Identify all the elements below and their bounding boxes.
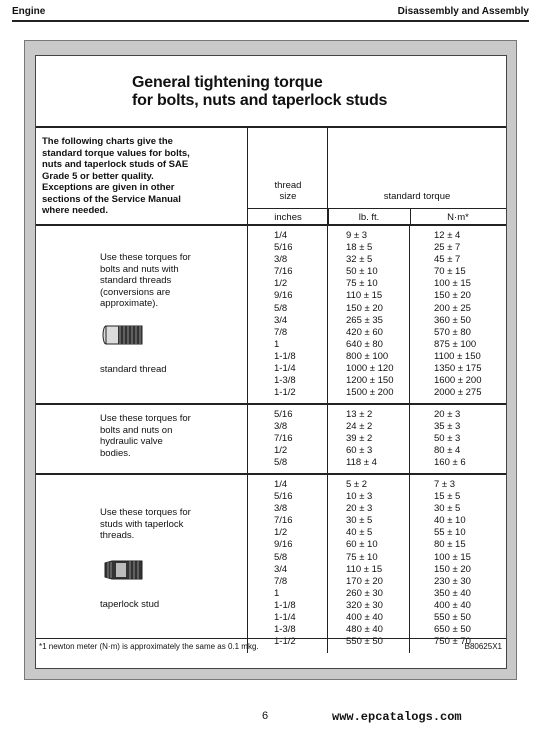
lbft-list <box>328 230 409 399</box>
table-cell: 1/2 <box>274 445 288 457</box>
table-cell: 400 ± 40 <box>434 599 471 611</box>
table-cell: 55 ± 10 <box>434 527 466 539</box>
website-link[interactable]: www.epcatalogs.com <box>332 710 462 724</box>
table-cell: 35 ± 3 <box>434 421 461 433</box>
table-cell: 100 ± 15 <box>434 551 471 563</box>
thread-size-header <box>248 180 328 202</box>
table-cell: 3/4 <box>274 314 288 326</box>
table-cell: 45 ± 7 <box>434 254 461 266</box>
standard-torque-header: standard torque <box>383 191 451 202</box>
table-cell: 800 ± 100 <box>346 350 389 362</box>
inches-header: inches <box>274 212 302 223</box>
description-line: studs with taperlock <box>100 518 184 530</box>
table-cell: 3/8 <box>274 503 288 515</box>
table-cell: 5/8 <box>274 457 288 469</box>
section-taperlock-stud <box>36 475 506 653</box>
table-cell: 60 ± 10 <box>346 539 378 551</box>
thread-size-header-line: size <box>279 191 297 202</box>
table-cell: 5/16 <box>274 491 293 503</box>
section-description-cell <box>36 405 248 473</box>
table-cell: 2000 ± 275 <box>434 387 482 399</box>
description-line: approximate). <box>100 298 159 309</box>
table-cell: 10 ± 3 <box>346 491 373 503</box>
nm-column <box>410 226 506 403</box>
description-line: standard threads <box>100 275 172 286</box>
table-cell: 230 ± 30 <box>434 575 471 587</box>
table-cell: 1-3/8 <box>274 375 296 387</box>
table-cell: 1350 ± 175 <box>434 363 482 375</box>
description-line: Use these torques for <box>100 252 191 263</box>
unit-header-row <box>248 208 506 226</box>
standard-thread-label: standard thread <box>100 364 167 375</box>
table-header-row <box>36 128 506 226</box>
table-cell: 150 ± 20 <box>434 563 471 575</box>
table-cell: 320 ± 30 <box>346 599 383 611</box>
title-line: for bolts, nuts and taperlock studs <box>132 92 388 109</box>
section-description <box>100 507 191 542</box>
table-cell: 1/2 <box>274 278 288 290</box>
table-cell: 60 ± 3 <box>346 445 373 457</box>
intro-line: The following charts give the <box>42 136 173 147</box>
intro-line: Exceptions are given in other <box>42 182 175 193</box>
torque-chart-frame <box>24 40 517 680</box>
size-list <box>248 479 327 648</box>
table-cell: 13 ± 2 <box>346 409 373 420</box>
table-cell: 5/16 <box>274 242 293 254</box>
intro-line: standard torque values for bolts, <box>42 147 190 159</box>
size-list <box>248 230 327 399</box>
table-cell: 7/8 <box>274 575 288 587</box>
table-cell: 12 ± 4 <box>434 230 461 241</box>
table-cell: 20 ± 3 <box>346 503 373 515</box>
table-cell: 70 ± 15 <box>434 266 466 278</box>
intro-line: Grade 5 or better quality. <box>42 170 154 182</box>
table-cell: 550 ± 50 <box>346 636 383 648</box>
intro-text <box>42 136 190 217</box>
intro-cell <box>36 128 248 224</box>
intro-line: where needed. <box>42 205 108 216</box>
description-line: threads. <box>100 530 135 541</box>
lbft-header: lb. ft. <box>358 212 380 223</box>
table-cell: 3/8 <box>274 421 288 433</box>
title-line: General tightening torque <box>132 74 323 91</box>
table-cell: 32 ± 5 <box>346 254 373 266</box>
table-cell: 50 ± 3 <box>434 433 461 445</box>
table-cell: 118 ± 4 <box>346 457 377 469</box>
table-cell: 110 ± 15 <box>346 563 383 575</box>
table-cell: 15 ± 5 <box>434 491 461 503</box>
figure-code: B80625X1 <box>464 642 502 651</box>
table-cell: 1200 ± 150 <box>346 375 394 387</box>
table-cell: 25 ± 7 <box>434 242 461 254</box>
table-cell: 80 ± 4 <box>434 445 461 457</box>
table-cell: 420 ± 60 <box>346 326 383 338</box>
table-cell: 1600 ± 200 <box>434 375 482 387</box>
intro-line: nuts and taperlock studs of SAE <box>42 159 189 170</box>
table-cell: 9/16 <box>274 290 293 302</box>
table-cell: 350 ± 40 <box>434 587 471 599</box>
description-line: Use these torques for <box>100 507 191 518</box>
nm-column <box>410 475 506 653</box>
section-description-cell <box>36 226 248 403</box>
section-name: Engine <box>12 6 46 17</box>
table-cell: 650 ± 50 <box>434 624 471 636</box>
table-cell: 265 ± 35 <box>346 314 383 326</box>
description-line: bolts and nuts with <box>100 263 179 275</box>
standard-bolt-image <box>102 324 146 346</box>
table-cell: 160 ± 6 <box>434 457 466 469</box>
table-cell: 1-1/4 <box>274 363 296 375</box>
intro-line: sections of the Service Manual <box>42 193 181 205</box>
nm-list <box>410 409 506 469</box>
table-cell: 24 ± 2 <box>346 421 373 433</box>
table-cell: 5 ± 2 <box>346 479 368 490</box>
table-cell: 200 ± 25 <box>434 302 471 314</box>
footnote: *1 newton meter (N·m) is approximately the same as 0.1 mkg. <box>39 642 259 651</box>
nm-list <box>410 479 506 648</box>
table-cell: 9 ± 3 <box>346 230 368 241</box>
description-line: Use these torques for <box>100 413 191 424</box>
table-cell: 5/16 <box>274 409 293 420</box>
table-cell: 30 ± 5 <box>434 503 461 515</box>
lbft-list <box>328 409 409 469</box>
table-cell: 40 ± 10 <box>434 515 466 527</box>
size-list <box>248 409 327 469</box>
page-number: 6 <box>262 710 269 722</box>
table-cell: 1-1/8 <box>274 350 296 362</box>
lbft-column <box>328 475 410 653</box>
thread-size-header-line: thread <box>274 180 302 191</box>
table-cell: 260 ± 30 <box>346 587 383 599</box>
table-cell: 150 ± 20 <box>346 302 383 314</box>
table-cell: 7/8 <box>274 326 288 338</box>
description-line: bolts and nuts on <box>100 424 173 436</box>
table-cell: 550 ± 50 <box>434 612 471 624</box>
table-cell: 150 ± 20 <box>434 290 471 302</box>
taperlock-stud-image <box>102 559 146 581</box>
table-cell: 7/16 <box>274 266 293 278</box>
table-cell: 1000 ± 120 <box>346 363 394 375</box>
nm-column <box>410 405 506 473</box>
table-cell: 1100 ± 150 <box>434 350 481 362</box>
section-hydraulic-valve <box>36 405 506 475</box>
footnote-row <box>36 638 506 668</box>
table-cell: 1 <box>274 338 280 350</box>
description-line: bodies. <box>100 447 131 459</box>
table-cell: 5/8 <box>274 551 288 563</box>
table-cell: 7/16 <box>274 515 293 527</box>
section-description <box>100 252 191 310</box>
nm-header: N·m* <box>447 212 469 223</box>
table-cell: 40 ± 5 <box>346 527 373 539</box>
nm-list <box>410 230 506 399</box>
table-cell: 7/16 <box>274 433 293 445</box>
description-line: hydraulic valve <box>100 436 163 447</box>
table-cell: 170 ± 20 <box>346 575 383 587</box>
table-cell: 1 <box>274 587 280 599</box>
table-cell: 18 ± 5 <box>346 242 373 254</box>
lbft-list <box>328 479 409 648</box>
table-cell: 1-1/4 <box>274 612 296 624</box>
header-divider <box>328 208 329 226</box>
header-divider <box>410 208 411 226</box>
table-cell: 400 ± 40 <box>346 612 383 624</box>
size-column <box>248 405 328 473</box>
taperlock-stud-label: taperlock stud <box>100 599 160 610</box>
table-cell: 1500 ± 200 <box>346 387 394 399</box>
chart-title <box>132 74 387 110</box>
section-description <box>100 413 191 459</box>
table-cell: 640 ± 80 <box>346 338 383 350</box>
table-cell: 1-1/2 <box>274 387 296 399</box>
torque-chart-panel <box>35 55 507 669</box>
chapter-name: Disassembly and Assembly <box>397 6 529 17</box>
table-cell: 360 ± 50 <box>434 314 471 326</box>
table-cell: 750 ± 70 <box>434 636 471 648</box>
table-cell: 3/8 <box>274 254 288 266</box>
description-line: (conversions are <box>100 286 171 298</box>
table-cell: 9/16 <box>274 539 293 551</box>
table-cell: 1-1/2 <box>274 636 296 648</box>
lbft-column <box>328 226 410 403</box>
table-cell: 5/8 <box>274 302 288 314</box>
table-cell: 570 ± 80 <box>434 326 471 338</box>
table-cell: 75 ± 10 <box>346 278 378 290</box>
size-column <box>248 226 328 403</box>
table-cell: 1/4 <box>274 230 288 241</box>
table-cell: 3/4 <box>274 563 288 575</box>
table-cell: 39 ± 2 <box>346 433 373 445</box>
table-cell: 30 ± 5 <box>346 515 373 527</box>
table-cell: 110 ± 15 <box>346 290 383 302</box>
table-cell: 20 ± 3 <box>434 409 461 420</box>
page-header <box>12 6 529 20</box>
lbft-column <box>328 405 410 473</box>
table-cell: 1/2 <box>274 527 288 539</box>
torque-table <box>36 126 506 653</box>
section-description-cell <box>36 475 248 653</box>
table-cell: 100 ± 15 <box>434 278 471 290</box>
size-column <box>248 475 328 653</box>
table-cell: 1-3/8 <box>274 624 296 636</box>
table-cell: 7 ± 3 <box>434 479 456 490</box>
header-rule <box>12 20 529 22</box>
table-cell: 1-1/8 <box>274 599 296 611</box>
table-cell: 80 ± 15 <box>434 539 466 551</box>
table-cell: 75 ± 10 <box>346 551 378 563</box>
table-cell: 875 ± 100 <box>434 338 477 350</box>
table-cell: 480 ± 40 <box>346 624 383 636</box>
table-cell: 1/4 <box>274 479 288 490</box>
section-standard-thread <box>36 226 506 405</box>
table-cell: 50 ± 10 <box>346 266 378 278</box>
